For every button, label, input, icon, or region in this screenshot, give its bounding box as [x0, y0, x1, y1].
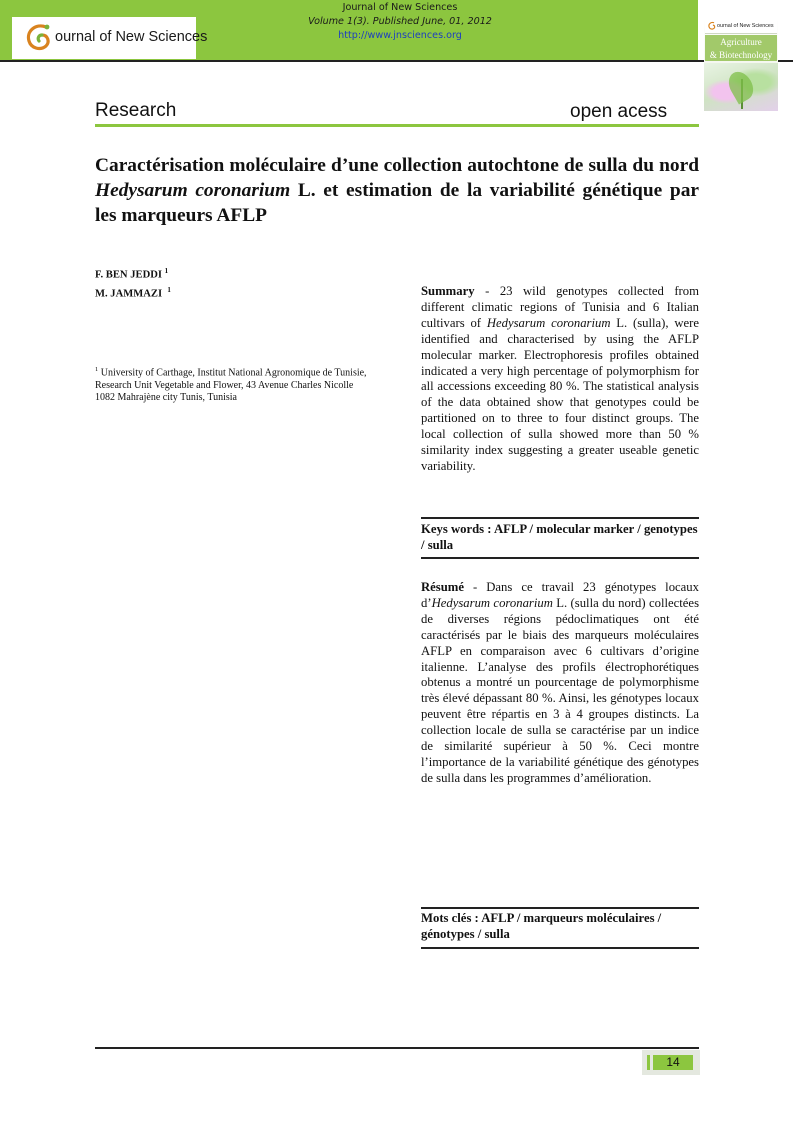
cover-swirl-icon [707, 21, 717, 31]
title-species: Hedysarum coronarium [95, 180, 291, 201]
affiliation [95, 364, 373, 405]
journal-cover-thumbnail [704, 19, 778, 111]
summary-species: Hedysarum coronarium [486, 315, 611, 330]
summary-paragraph [421, 284, 699, 475]
logo-swirl-icon [22, 21, 56, 55]
title-part2: L. et estimation de la variabilité génétique par les marqueurs AFLP [95, 180, 699, 226]
section-label: Research [95, 100, 177, 121]
title-part1: Caractérisation moléculaire d’une collection autochtone de sulla du nord [95, 155, 699, 176]
logo-text: ournal of New Sciences [55, 29, 208, 45]
keywords-fr-top-rule [421, 907, 699, 909]
open-access-label: open acess [570, 101, 668, 122]
section-rule [95, 124, 699, 127]
journal-logo [12, 17, 208, 59]
author-affil-mark: 1 [164, 267, 169, 275]
keywords-en-bottom-rule [421, 557, 699, 559]
article-title [95, 153, 699, 228]
keywords-fr-bottom-rule [421, 947, 699, 949]
page-number-stripe [647, 1055, 650, 1070]
author-list [95, 264, 171, 301]
page-number: 14 [653, 1055, 693, 1070]
header-rule [0, 60, 793, 62]
cover-band-line2: & Biotechnology [709, 50, 773, 60]
resume-text-2: L. (sulla du nord) collectées de diverses régions pédoclimatiques ont été caractérisés par le biais des marqueurs moléculaires AFLP en comparaison avec 6 cultivars d’origine italienne. L’analyse des profils électrophorétiques obtenus a montré un pourcentage de polymorphisme très élevé dépassant 80 %. Ainsi, les génotypes locaux peuvent être répartis en 3 à 4 groupes distincts. La collection locale de sulla se caractérise par un indice de similarité supérieur à 50 %. Ceci montre l’importance de la variabilité génétique des génotypes de sulla dans les programmes d’amélioration. [421, 595, 700, 785]
affiliation-mark: 1 [95, 366, 99, 373]
resume-label: Résumé [421, 580, 464, 594]
keywords-en-top-rule [421, 517, 699, 519]
keywords-en: Keys words : AFLP / molecular marker / genotypes / sulla [421, 522, 698, 552]
resume-species: Hedysarum coronarium [431, 595, 553, 610]
cover-logo [705, 20, 777, 34]
footer-rule [95, 1047, 699, 1049]
cover-band-line1: Agriculture [720, 37, 762, 47]
journal-header-info [200, 1, 600, 43]
summary-text-1: - 23 wild genotypes collected from different climatic regions of Tunisia and 6 Italian cultivars of [421, 284, 699, 330]
page-number-box [642, 1050, 700, 1075]
summary-label: Summary [421, 284, 475, 298]
author-name: F. BEN JEDDI [95, 269, 163, 281]
resume-text-1: - Dans ce travail 23 génotypes locaux d’ [421, 580, 699, 610]
resume-paragraph [421, 580, 699, 787]
summary-text-2: L. (sulla), were identified and characterised by using the AFLP molecular marker. Electrophoresis profiles obtained indicated a very high percentage of polymorphism for all accessions exceeding 80 %. The statistical analysis of the data obtained show that genotypes could be partitioned on to three to four distinct groups. The local collection of sulla showed more than 50 % similarity index suggesting a greater useable genetic variability. [421, 315, 700, 473]
journal-name: Journal of New Sciences [342, 2, 458, 13]
affiliation-text: University of Carthage, Institut National Agronomique de Tunisie, Research Unit Vegetable and Flower, 43 Avenue Charles Nicolle 1082 Mahrajène city Tunis, Tunisia [95, 367, 367, 404]
volume-line: Volume 1(3). Published June, 01, 2012 [308, 16, 492, 27]
author-affil-mark: 1 [167, 285, 171, 294]
author-name: M. JAMMAZI [95, 288, 163, 300]
author [95, 283, 171, 302]
journal-url[interactable]: http://www.jnsciences.org [338, 30, 462, 41]
cover-band [705, 35, 777, 61]
keywords-fr: Mots clés : AFLP / marqueurs moléculaires / génotypes / sulla [421, 911, 662, 941]
cover-logo-text: ournal of New Sciences [717, 23, 774, 29]
author [95, 264, 171, 283]
